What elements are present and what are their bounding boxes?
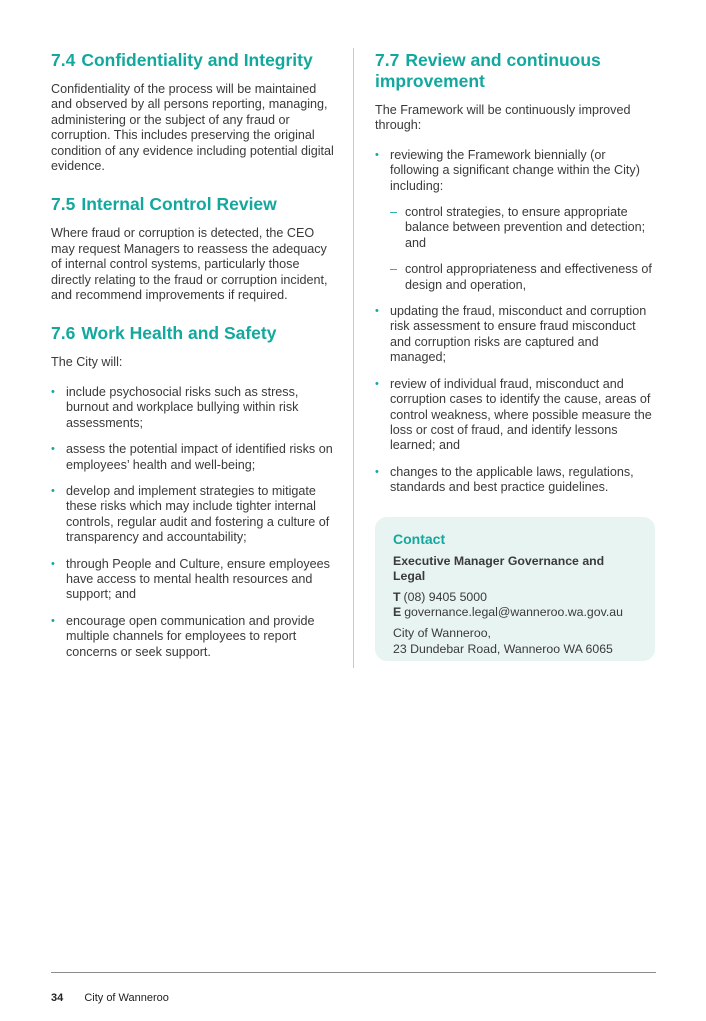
contact-address-line1: City of Wanneroo, [393,626,491,641]
footer-rule [51,972,656,973]
sub-list [390,205,657,293]
contact-address-line2: 23 Dundebar Road, Wanneroo WA 6065 [393,641,613,656]
list-item: • through People and Culture, ensure employees have access to mental health resources and support; and [51,557,336,603]
sub-list-item: – control appropriateness and effectiveness of design and operation, [390,262,657,293]
list-item: • changes to the applicable laws, regulations, standards and best practice guidelines. [375,465,657,496]
section-heading: 7.5 Internal Control Review [51,194,277,215]
footer [51,992,169,1004]
footer-org: City of Wanneroo [84,992,169,1004]
list-item: • encourage open communication and provide multiple channels for employees to report concerns or seek support. [51,614,336,660]
column-divider [353,48,354,668]
list-item: • assess the potential impact of identified risks on employees’ health and well-being; [51,442,336,473]
section-7-6 [51,323,336,660]
section-7-7 [375,50,657,496]
left-column [51,50,336,680]
bullet-list [375,148,657,496]
bullet-list [51,385,336,660]
contact-role: Executive Manager Governance and Legal [393,554,605,583]
section-7-5 [51,194,336,303]
sub-list-item: – control strategies, to ensure appropriate balance between prevention and detection; and [390,205,657,251]
contact-box [375,517,655,661]
section-heading: 7.4 Confidentiality and Integrity [51,50,313,70]
contact-heading: Contact [393,531,446,547]
contact-phone: T (08) 9405 5000 [393,590,487,604]
section-intro: The Framework will be continuously improved through: [375,103,631,133]
list-item: • develop and implement strategies to mitigate these risks which may include tighter internal controls, regular audit and fostering a culture of transparency and accountability; [51,484,336,546]
list-item: • review of individual fraud, misconduct and corruption cases to identify the cause, areas of control weakness, where possible measure the loss or cost of fraud, and identify lessons learned; and [375,377,657,454]
list-item: • updating the fraud, misconduct and corruption risk assessment to ensure fraud misconduct and corruption risks are captured and managed; [375,304,657,366]
section-body: Confidentiality of the process will be maintained and observed by all persons reporting, managing, administering or the subject of any fraud or corruption. This includes preserving the original condition of any evidence including potential digital evidence. [51,82,334,174]
section-heading: 7.6 Work Health and Safety [51,323,277,344]
right-column [375,50,657,516]
contact-email: E governance.legal@wanneroo.wa.gov.au [393,605,623,620]
email-link[interactable]: governance.legal@wanneroo.wa.gov.au [404,605,623,620]
list-item: • reviewing the Framework biennially (or following a significant change within the City) including: – control strategies, to ensure appropriate balance between prevention and detection; and – control appropriateness and effectiveness of design and operation, [375,148,657,293]
list-item: • include psychosocial risks such as stress, burnout and workplace bullying within risk assessments; [51,385,336,431]
section-body: Where fraud or corruption is detected, the CEO may request Managers to reassess the adequacy of internal control systems, particularly those directly relating to the fraud or corruption incident, and recommend improvements if required. [51,226,328,303]
section-heading: 7.7 Review and continuous improvement [375,50,601,91]
section-intro: The City will: [51,355,123,370]
page-number: 34 [51,992,64,1004]
section-7-4 [51,50,336,174]
